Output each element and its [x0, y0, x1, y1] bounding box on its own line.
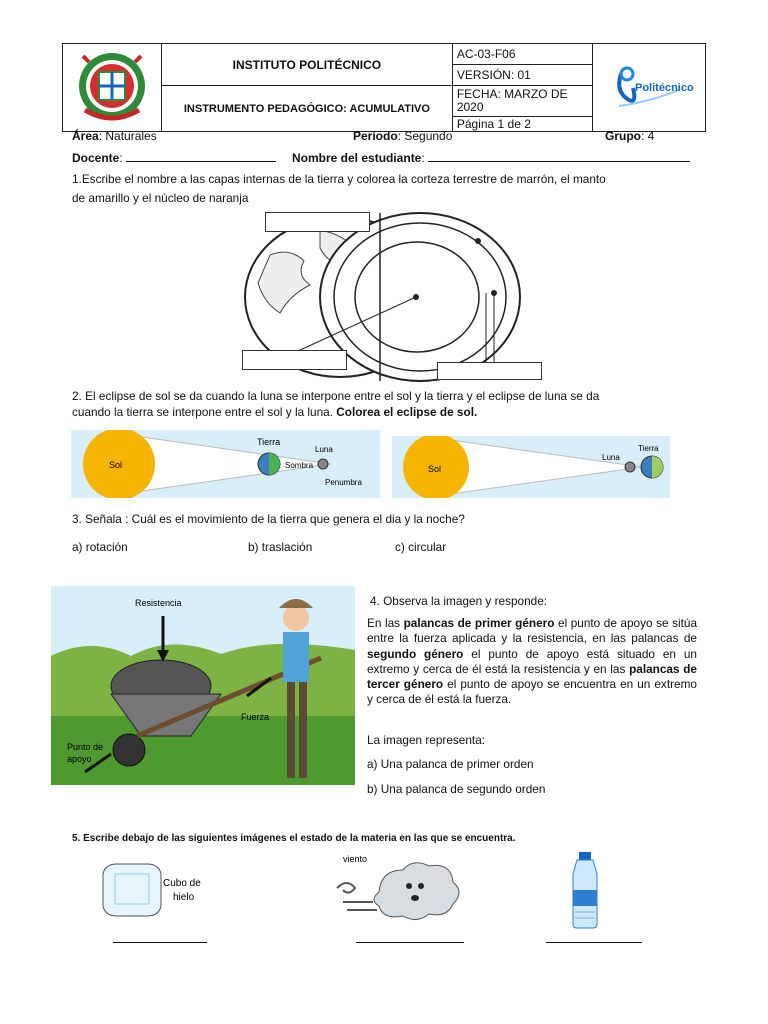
politecnico-logo-icon [593, 44, 705, 128]
layer-answer-box-top[interactable] [265, 212, 370, 232]
layer-answer-box-left[interactable] [242, 350, 347, 370]
svg-text:Resistencia: Resistencia [135, 598, 182, 608]
q5-text: 5. Escribe debajo de las siguientes imágenes el estado de la materia en las que se encuentra. [72, 833, 516, 844]
doc-code: AC-03-F06 [452, 44, 592, 65]
school-logo-icon [63, 44, 161, 128]
moon-icon [318, 459, 328, 469]
water-bottle-image [563, 850, 607, 930]
doc-date: FECHA: MARZO DE 2020 [452, 86, 592, 117]
estudiante-field: Nombre del estudiante: [292, 151, 690, 165]
wind-image [333, 852, 468, 924]
header-table [62, 43, 706, 132]
q2-text: 2. El eclipse de sol se da cuando la luna se interpone entre el sol y la tierra y el eclipse de luna se da cuando la tierra se interpone entre el sol y la luna. Colorea el eclipse de sol. [72, 389, 600, 419]
bottle-cap-icon [579, 852, 591, 860]
q3-text: 3. Señala : Cuál es el movimiento de la tierra que genera el dia y la noche? [72, 512, 465, 526]
wind-cloud-icon [374, 863, 459, 920]
institution-name: INSTITUTO POLITÉCNICO [162, 44, 453, 86]
q3-option-b[interactable]: b) traslación [248, 540, 313, 554]
svg-text:viento: viento [343, 854, 368, 864]
q4-option-a[interactable]: a) Una palanca de primer orden [367, 757, 534, 771]
cut-section [320, 213, 520, 381]
wheelbarrow-lever-image [51, 586, 355, 785]
q4-option-b[interactable]: b) Una palanca de segundo orden [367, 782, 546, 796]
eclipse-diagram-left[interactable] [71, 430, 380, 498]
person-head-icon [283, 605, 309, 631]
area-field: Área: Naturales [72, 129, 157, 143]
svg-text:hielo: hielo [173, 892, 195, 903]
logo-text: Politécnico [634, 82, 694, 94]
ice-cube-image [95, 860, 215, 920]
ice-cube-icon [103, 864, 161, 916]
svg-text:Sombra: Sombra [285, 461, 314, 470]
q4-title: 4. Observa la imagen y responde: [370, 594, 548, 608]
svg-text:Sol: Sol [428, 464, 442, 474]
periodo-field: Período: Segundo [353, 129, 453, 143]
q3-option-a[interactable]: a) rotación [72, 540, 128, 554]
svg-text:Tierra: Tierra [257, 437, 281, 447]
svg-text:Cubo de: Cubo de [163, 878, 201, 889]
svg-text:Tierra: Tierra [638, 444, 659, 453]
moon-icon [625, 462, 635, 472]
answer-line-wind[interactable] [356, 942, 464, 943]
svg-text:Luna: Luna [315, 445, 333, 454]
svg-text:Sol: Sol [109, 460, 123, 470]
q4-question: La imagen representa: [367, 733, 486, 747]
person-body-icon [283, 632, 309, 682]
grupo-field: Grupo: 4 [605, 129, 655, 143]
school-logo-cell [63, 44, 162, 132]
svg-text:apoyo: apoyo [67, 754, 92, 764]
layer-answer-box-right[interactable] [437, 362, 542, 380]
doc-version: VERSIÓN: 01 [452, 65, 592, 86]
docente-blank[interactable] [126, 161, 276, 162]
wheel-icon [113, 734, 145, 766]
svg-text:Luna: Luna [602, 453, 620, 462]
answer-line-bottle[interactable] [546, 942, 642, 943]
eclipse-diagram-right[interactable] [392, 436, 670, 498]
doc-page: Página 1 de 2 [452, 117, 592, 132]
estudiante-blank[interactable] [428, 161, 690, 162]
instrument-type: INSTRUMENTO PEDAGÓGICO: ACUMULATIVO [162, 86, 453, 132]
answer-line-ice[interactable] [113, 942, 207, 943]
svg-text:Penumbra: Penumbra [325, 478, 362, 487]
q4-paragraph: En las palancas de primer género el punto de apoyo se sitúa entre la fuerza aplicada y la resistencia, en las palancas de segundo género el punto de apoyo está situado en un extremo y cerca de él está la resistencia y en las palancas de tercer género el punto de apoyo se encuentra en un extremo y cerca de él está la fuerza. [367, 616, 698, 707]
q1-text: 1.Escribe el nombre a las capas internas de la tierra y colorea la corteza terrestre de marrón, el manto de amarillo y el núcleo de naranja [72, 172, 606, 205]
docente-field: Docente: [72, 151, 276, 165]
svg-text:Fuerza: Fuerza [241, 712, 270, 722]
right-logo-cell [592, 44, 705, 132]
q3-option-c[interactable]: c) circular [395, 540, 447, 554]
svg-text:Punto de: Punto de [67, 742, 104, 752]
wind-swirl-icon [337, 883, 355, 893]
